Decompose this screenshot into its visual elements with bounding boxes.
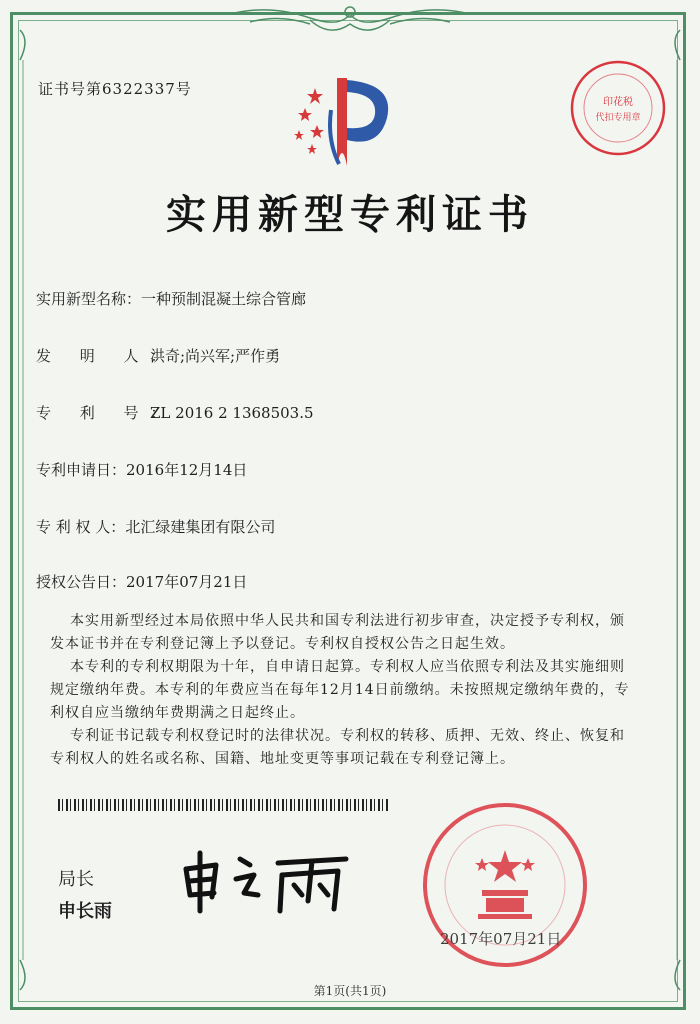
body-paragraph-3-line-2: 专利权人的姓名或名称、国籍、地址变更等事项记载在专利登记簿上。 xyxy=(50,751,515,767)
certificate-number: 证书号第6322337号 xyxy=(38,80,192,98)
field-utility-model-name xyxy=(36,288,306,309)
field-patent-number xyxy=(36,402,314,423)
body-paragraph-1-line-2: 发本证书并在专利登记簿上予以登记。专利权自授权公告之日起生效。 xyxy=(50,636,515,652)
barcode xyxy=(58,799,388,811)
field-application-date xyxy=(36,459,247,480)
cnipa-logo-icon xyxy=(287,70,402,170)
body-paragraph-2-line-2: 规定缴纳年费。本专利的年费应当在每年12月14日前缴纳。未按照规定缴纳年费的，专 xyxy=(50,682,630,698)
field-value: 洪奇;尚兴军;严作勇 xyxy=(150,347,281,365)
field-label: 实用新型名称： xyxy=(36,290,142,308)
director-name: 申长雨 xyxy=(58,901,112,922)
page-number: 第1页(共1页) xyxy=(313,984,387,998)
issue-date: 2017年07月21日 xyxy=(440,930,562,948)
body-paragraph-2-line-3: 利权自应当缴纳年费期满之日起终止。 xyxy=(50,705,305,721)
director-title: 局长 xyxy=(58,869,94,890)
field-label: 发 明 人： xyxy=(36,347,178,365)
certificate-title: 实用新型专利证书 xyxy=(166,191,534,238)
tax-stamp-seal xyxy=(568,58,668,158)
field-value: 2017年07月21日 xyxy=(126,573,248,591)
field-inventors xyxy=(36,345,280,366)
svg-text:代扣专用章: 代扣专用章 xyxy=(595,113,641,123)
body-paragraph-2-line-1: 本专利的专利权期限为十年，自申请日起算。专利权人应当依照专利法及其实施细则 xyxy=(70,659,625,675)
field-label: 专 利 权 人： xyxy=(36,518,126,536)
field-grant-date xyxy=(36,571,247,592)
director-signature xyxy=(178,845,368,915)
field-label: 专 利 号： xyxy=(36,404,178,422)
field-value: 北汇绿建集团有限公司 xyxy=(125,518,276,536)
field-value: ZL 2016 2 1368503.5 xyxy=(150,404,314,422)
field-label: 授权公告日： xyxy=(36,573,127,591)
field-patentee xyxy=(36,516,275,537)
body-paragraph-3-line-1: 专利证书记载专利权登记时的法律状况。专利权的转移、质押、无效、终止、恢复和 xyxy=(70,728,625,744)
field-value: 一种预制混凝土综合管廊 xyxy=(141,290,307,308)
body-paragraph-1-line-1: 本实用新型经过本局依照中华人民共和国专利法进行初步审查，决定授予专利权，颁 xyxy=(70,613,625,629)
field-value: 2016年12月14日 xyxy=(126,461,248,479)
svg-text:印花税: 印花税 xyxy=(603,97,633,108)
field-label: 专利申请日： xyxy=(36,461,127,479)
